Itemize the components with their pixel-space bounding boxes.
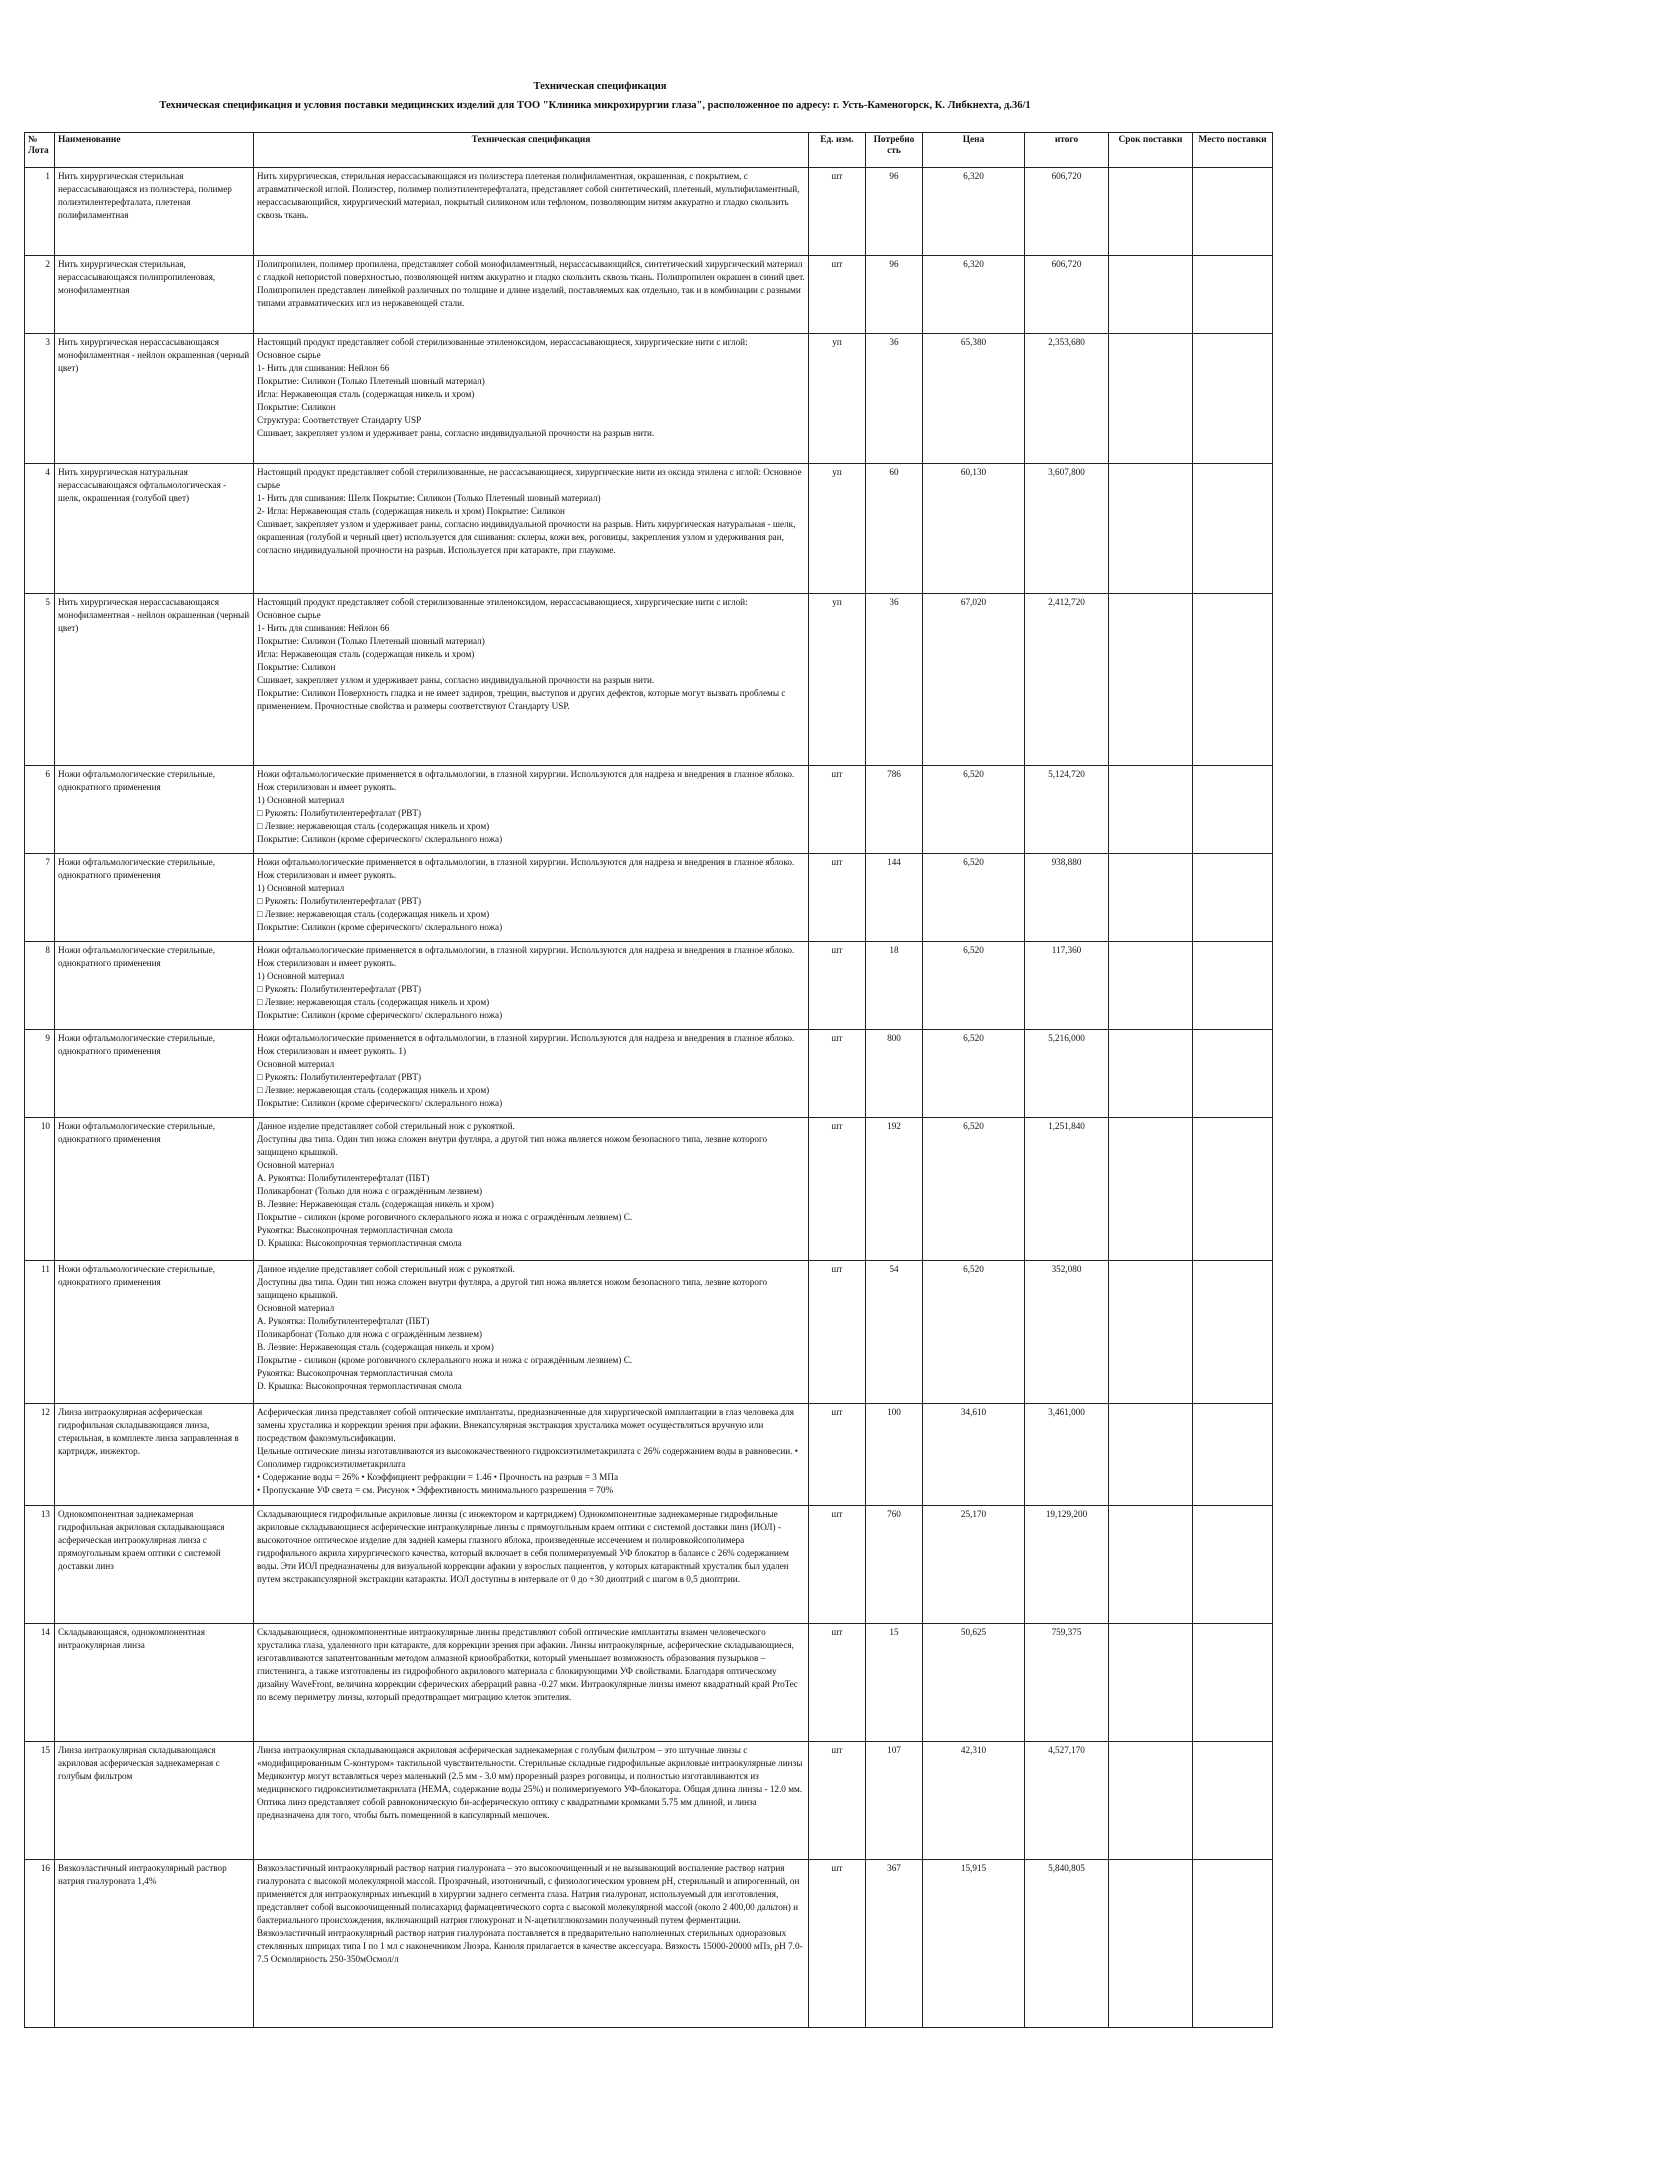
header-lot-number: № Лота xyxy=(25,133,55,168)
item-price: 6,520 xyxy=(923,766,1025,854)
item-specification: Настоящий продукт представляет собой стерилизованные этиленоксидом, нерассасывающиеся, хирургические нити с иглой: Основное сырье 1- Нить для сшивания: Нейлон 66 Покрытие: Силикон (Только Плетеный шовный материал) Игла: Нержавеющая сталь (содержащая никель и хром) Покрытие: Силикон Сшивает, закрепляет узлом и удерживает раны, согласно индивидуальной прочности на разрыв нити. Покрытие: Силикон Поверхность гладка и не имеет задиров, трещин, выступов и других дефектов, которые могут вызвать проблемы с применением. Прочностные свойства и размеры соответствуют Стандарту USP. xyxy=(254,594,809,766)
item-total: 19,129,200 xyxy=(1025,1506,1109,1624)
item-quantity: 192 xyxy=(866,1118,923,1261)
item-quantity: 760 xyxy=(866,1506,923,1624)
item-specification: Нить хирургическая, стерильная нерассасывающаяся из полиэстера плетеная полифиламентная, окрашенная, с покрытием, с атравматической иглой. Полиэстер, полимер полиэтилентерефталата, представляет собой синтетический, плетеный, мультифиламентный, нерассасывающийся, хирургический материал, покрытый силиконом или тефлоном, позволяющим нитям аккуратно и гладко скользить сквозь ткань. xyxy=(254,168,809,256)
item-total: 2,353,680 xyxy=(1025,334,1109,464)
item-specification: Вязкоэластичный интраокулярный раствор натрия гиалуроната – это высокоочищенный и не вызывающий воспаление раствор натрия гиалуроната с высокой молекулярной массой. Прозрачный, изотоничный, с физиологическим уровнем pH, стерильный и апирогенный, он применяется для интраокулярных инъекций в хирургии заднего сегмента глаза. Натрия гиалуронат, используемый для изготовления, представляет собой высокоочищенный полисахарид фармацевтического сорта с высокой молекулярной массой (около 2 400,00 дальтон) и бактериального происхождения, включающий натрия глюкуронат и N-ацетилглюкозамин полученный путем ферментации. Вязкоэластичный интраокулярный раствор натрия гиалуроната поставляется в предварительно наполненных стерильных одноразовых стеклянных шприцах типа I по 1 мл с наконечником Люэра. Канюля прилагается в качестве аксессуара. Вязкость 15000-20000 мПз, pH 7.0-7.5 Осмолярность 250-350мОсмол/л xyxy=(254,1860,809,2028)
item-name: Нить хирургическая натуральная нерассасывающаяся офтальмологическая - шелк, окрашенная (голубой цвет) xyxy=(55,464,254,594)
lot-number: 16 xyxy=(25,1860,55,2028)
item-quantity: 96 xyxy=(866,256,923,334)
item-unit: шт xyxy=(809,1118,866,1261)
delivery-term-cell xyxy=(1109,1261,1193,1404)
header-total: итого xyxy=(1025,133,1109,168)
table-row xyxy=(25,1118,1273,1261)
item-name: Вязкоэластичный интраокулярный раствор натрия гиалуроната 1,4% xyxy=(55,1860,254,2028)
item-specification: Данное изделие представляет собой стерильный нож с рукояткой. Доступны два типа. Один тип ножа сложен внутри футляра, а другой тип ножа является ножом безопасного типа, лезвие которого защищено крышкой. Основной материал A. Рукоятка: Полибутилентерефталат (ПБТ) Поликарбонат (Только для ножа с ограждённым лезвием) B. Лезвие: Нержавеющая сталь (содержащая никель и хром) Покрытие - силикон (кроме роговичного склерального ножа и ножа с ограждённым лезвием) C. Рукоятка: Высокопрочная термопластичная смола D. Крышка: Высокопрочная термопластичная смола xyxy=(254,1118,809,1261)
item-total: 5,840,805 xyxy=(1025,1860,1109,2028)
delivery-place-cell xyxy=(1193,766,1273,854)
delivery-place-cell xyxy=(1193,1506,1273,1624)
item-specification: Данное изделие представляет собой стерильный нож с рукояткой. Доступны два типа. Один тип ножа сложен внутри футляра, а другой тип ножа является ножом безопасного типа, лезвие которого защищено крышкой. Основной материал A. Рукоятка: Полибутилентерефталат (ПБТ) Поликарбонат (Только для ножа с ограждённым лезвием) B. Лезвие: Нержавеющая сталь (содержащая никель и хром) Покрытие - силикон (кроме роговичного склерального ножа и ножа с ограждённым лезвием) C. Рукоятка: Высокопрочная термопластичная смола D. Крышка: Высокопрочная термопластичная смола xyxy=(254,1261,809,1404)
item-total: 606,720 xyxy=(1025,256,1109,334)
item-quantity: 96 xyxy=(866,168,923,256)
item-unit: шт xyxy=(809,256,866,334)
lot-number: 1 xyxy=(25,168,55,256)
table-row xyxy=(25,168,1273,256)
item-name: Линза интраокулярная асферическая гидрофильная складывающаяся линза, стерильная, в комплекте линза заправленная в картридж, инжектор. xyxy=(55,1404,254,1506)
delivery-term-cell xyxy=(1109,334,1193,464)
lot-number: 4 xyxy=(25,464,55,594)
item-specification: Линза интраокулярная складывающаяся акриловая асферическая заднекамерная с голубым фильтром – это штучные линзы с «модифицированным С-контуром» тактильной чувствительности. Стерильные складные гидрофильные акриловые интраокулярные линзы Медиконтур могут вставляться через маленький (2.5 мм - 3.0 мм) прорезный разрез роговицы, и полностью изготавливаются из медицинского гидроксиэтилметакрилата (HEMA, содержание воды 25%) и полимеризуемого УФ-блокатора. Общая длина линзы - 12.0 мм. Оптика линз представляет собой равноконическую би-асферическую оптику с квадратными кромками 5.75 мм длиной, и линза предназначена для того, чтобы быть помещенной в капсулярный мешочек. xyxy=(254,1742,809,1860)
table-row xyxy=(25,1860,1273,2028)
delivery-term-cell xyxy=(1109,594,1193,766)
item-total: 759,375 xyxy=(1025,1624,1109,1742)
table-row xyxy=(25,1506,1273,1624)
item-name: Ножи офтальмологические стерильные, однократного применения xyxy=(55,1030,254,1118)
specification-table xyxy=(24,132,1273,2028)
item-total: 3,607,800 xyxy=(1025,464,1109,594)
item-name: Ножи офтальмологические стерильные, однократного применения xyxy=(55,942,254,1030)
delivery-place-cell xyxy=(1193,1030,1273,1118)
delivery-place-cell xyxy=(1193,168,1273,256)
item-unit: шт xyxy=(809,1860,866,2028)
item-name: Нить хирургическая нерассасывающаяся монофиламентная - нейлон окрашенная (черный цвет) xyxy=(55,594,254,766)
item-quantity: 786 xyxy=(866,766,923,854)
table-row xyxy=(25,1624,1273,1742)
item-unit: шт xyxy=(809,1404,866,1506)
item-name: Ножи офтальмологические стерильные, однократного применения xyxy=(55,1118,254,1261)
lot-number: 13 xyxy=(25,1506,55,1624)
item-name: Нить хирургическая стерильная, нерассасывающаяся полипропиленовая, монофиламентная xyxy=(55,256,254,334)
delivery-place-cell xyxy=(1193,1118,1273,1261)
item-unit: шт xyxy=(809,766,866,854)
delivery-term-cell xyxy=(1109,1118,1193,1261)
item-specification: Настоящий продукт представляет собой стерилизованные, не рассасывающиеся, хирургические нити из оксида этилена с иглой: Основное сырье 1- Нить для сшивания: Шелк Покрытие: Силикон (Только Плетеный шовный материал) 2- Игла: Нержавеющая сталь (содержащая никель и хром) Покрытие: Силикон Сшивает, закрепляет узлом и удерживает раны, согласно индивидуальной прочности на разрыв. Нить хирургическая натуральная - шелк, окрашенная (голубой и черный цвет) используется для сшивания: склеры, кожи век, роговицы, закрепления узлом и удерживания ран, согласно индивидуальной прочности на разрыв. Используется при катаракте, при глаукоме. xyxy=(254,464,809,594)
delivery-place-cell xyxy=(1193,594,1273,766)
delivery-place-cell xyxy=(1193,1261,1273,1404)
header-unit: Ед. изм. xyxy=(809,133,866,168)
item-specification: Ножи офтальмологические применяется в офтальмологии, в глазной хирургии. Используются для надреза и внедрения в глазное яблоко. Нож стерилизован и имеет рукоять. 1) Основной материал □ Рукоять: Полибутилентерефталат (PBT) □ Лезвие: нержавеющая сталь (содержащая никель и хром) Покрытие: Силикон (кроме сферического/ склерального ножа) xyxy=(254,942,809,1030)
item-name: Однокомпонентная заднекамерная гидрофильная акриловая складывающаяся асферическая интраокулярная линза с прямоугольным краем оптики с системой доставки линз xyxy=(55,1506,254,1624)
lot-number: 2 xyxy=(25,256,55,334)
item-unit: шт xyxy=(809,1030,866,1118)
item-unit: уп xyxy=(809,464,866,594)
item-name: Линза интраокулярная складывающаяся акриловая асферическая заднекамерная с голубым фильтром xyxy=(55,1742,254,1860)
item-unit: шт xyxy=(809,854,866,942)
table-row xyxy=(25,334,1273,464)
item-name: Складывающаяся, однокомпонентная интраокулярная линза xyxy=(55,1624,254,1742)
delivery-term-cell xyxy=(1109,1860,1193,2028)
delivery-term-cell xyxy=(1109,464,1193,594)
item-price: 42,310 xyxy=(923,1742,1025,1860)
item-specification: Ножи офтальмологические применяется в офтальмологии, в глазной хирургии. Используются для надреза и внедрения в глазное яблоко. Нож стерилизован и имеет рукоять. 1) Основной материал □ Рукоять: Полибутилентерефталат (PBT) □ Лезвие: нержавеющая сталь (содержащая никель и хром) Покрытие: Силикон (кроме сферического/ склерального ножа) xyxy=(254,766,809,854)
lot-number: 15 xyxy=(25,1742,55,1860)
table-row xyxy=(25,256,1273,334)
header-delivery-place: Место поставки xyxy=(1193,133,1273,168)
delivery-term-cell xyxy=(1109,1506,1193,1624)
item-quantity: 100 xyxy=(866,1404,923,1506)
item-price: 25,170 xyxy=(923,1506,1025,1624)
delivery-place-cell xyxy=(1193,1624,1273,1742)
table-row xyxy=(25,766,1273,854)
item-total: 117,360 xyxy=(1025,942,1109,1030)
lot-number: 5 xyxy=(25,594,55,766)
item-price: 60,130 xyxy=(923,464,1025,594)
item-quantity: 54 xyxy=(866,1261,923,1404)
item-quantity: 36 xyxy=(866,594,923,766)
item-unit: шт xyxy=(809,942,866,1030)
item-quantity: 107 xyxy=(866,1742,923,1860)
lot-number: 6 xyxy=(25,766,55,854)
lot-number: 7 xyxy=(25,854,55,942)
item-specification: Ножи офтальмологические применяется в офтальмологии, в глазной хирургии. Используются для надреза и внедрения в глазное яблоко. Нож стерилизован и имеет рукоять. 1) Основной материал □ Рукоять: Полибутилентерефталат (PBT) □ Лезвие: нержавеющая сталь (содержащая никель и хром) Покрытие: Силикон (кроме сферического/ склерального ножа) xyxy=(254,1030,809,1118)
table-row xyxy=(25,1404,1273,1506)
item-specification: Складывающиеся, однокомпонентные интраокулярные линзы представляют собой оптические имплантаты взамен человеческого хрусталика глаза, удаленного при катаракте, для коррекции зрения при афакии. Линзы интраокулярные, асферические складывающиеся, изготавливаются запатентованным методом алмазной криообработки, который уменьшает возможность образования пузырьков – глистенинга, а также изготовлены из гидрофобного акрилового материала с блокирующими УФ свойствами. Благодаря оптическому дизайну WaveFront, величина коррекции сферических аберраций равна -0.27 мкм. Интраокулярные линзы имеют квадратный край ProTec по всему периметру линзы, который предотвращает миграцию клеток эпителия. xyxy=(254,1624,809,1742)
delivery-term-cell xyxy=(1109,1404,1193,1506)
item-total: 1,251,840 xyxy=(1025,1118,1109,1261)
item-price: 6,520 xyxy=(923,1261,1025,1404)
item-unit: шт xyxy=(809,1261,866,1404)
item-price: 34,610 xyxy=(923,1404,1025,1506)
delivery-term-cell xyxy=(1109,168,1193,256)
item-total: 938,880 xyxy=(1025,854,1109,942)
header-name: Наименование xyxy=(55,133,254,168)
header-price: Цена xyxy=(923,133,1025,168)
item-unit: уп xyxy=(809,594,866,766)
item-specification: Складывающиеся гидрофильные акриловые линзы (с инжектором и картриджем) Однокомпонентные заднекамерные гидрофильные акриловые складывающиеся асферические интраокулярные линзы с прямоугольным краем оптики с системой доставки линз (ИОЛ) - высокоточное оптическое изделие для задней камеры глазного яблока, произведенные иссечением и полировкойсополимера гидрофильного акрила хирургического качества, который включает в себя полимеризуемый УФ блокатор в балансе с 26% содержанием воды. Эти ИОЛ предназначены для визуальной коррекции афакии у взрослых пациентов, у которых катарактный хрусталик был удален путем экстракапсулярной экстракции катаракты. ИОЛ доступны в интервале от 0 до +30 диоптрий с шагом в 0,5 диоптрии. xyxy=(254,1506,809,1624)
lot-number: 14 xyxy=(25,1624,55,1742)
item-price: 6,320 xyxy=(923,256,1025,334)
delivery-place-cell xyxy=(1193,854,1273,942)
delivery-term-cell xyxy=(1109,1624,1193,1742)
document-subtitle: Техническая спецификация и условия поставки медицинских изделий для ТОО "Клиника микрохирургии глаза", расположенное по адресу: г. Усть-Каменогорск, К. Либкнехта, д.36/1 xyxy=(159,100,1031,111)
item-name: Нить хирургическая стерильная нерассасывающаяся из полиэстера, полимер полиэтилентерефталата, плетеная полифиламентная xyxy=(55,168,254,256)
delivery-term-cell xyxy=(1109,256,1193,334)
item-price: 65,380 xyxy=(923,334,1025,464)
table-row xyxy=(25,942,1273,1030)
delivery-term-cell xyxy=(1109,854,1193,942)
lot-number: 12 xyxy=(25,1404,55,1506)
item-quantity: 36 xyxy=(866,334,923,464)
item-name: Нить хирургическая нерассасывающаяся монофиламентная - нейлон окрашенная (черный цвет) xyxy=(55,334,254,464)
item-total: 2,412,720 xyxy=(1025,594,1109,766)
header-quantity: Потребно сть xyxy=(866,133,923,168)
item-unit: шт xyxy=(809,168,866,256)
delivery-place-cell xyxy=(1193,464,1273,594)
lot-number: 11 xyxy=(25,1261,55,1404)
lot-number: 8 xyxy=(25,942,55,1030)
delivery-term-cell xyxy=(1109,1742,1193,1860)
item-unit: шт xyxy=(809,1624,866,1742)
item-specification: Полипропилен, полимер пропилена, представляет собой монофиламентный, нерассасывающийся, синтетический хирургический материал с гладкой непористой поверхностью, позволяющей нитям аккуратно и гладко скользить сквозь ткань. Полипропилен окрашен в синий цвет. Полипропилен представлен линейкой различных по толщине и длине изделий, поставляемых как отдельно, так и в комбинации с разными типами атравматических игл из нержавеющей стали. xyxy=(254,256,809,334)
item-total: 5,124,720 xyxy=(1025,766,1109,854)
item-total: 4,527,170 xyxy=(1025,1742,1109,1860)
item-price: 6,520 xyxy=(923,854,1025,942)
delivery-term-cell xyxy=(1109,1030,1193,1118)
delivery-term-cell xyxy=(1109,766,1193,854)
item-price: 67,020 xyxy=(923,594,1025,766)
table-row xyxy=(25,1742,1273,1860)
item-quantity: 60 xyxy=(866,464,923,594)
delivery-term-cell xyxy=(1109,942,1193,1030)
table-row xyxy=(25,854,1273,942)
item-price: 15,915 xyxy=(923,1860,1025,2028)
item-unit: шт xyxy=(809,1742,866,1860)
item-total: 606,720 xyxy=(1025,168,1109,256)
item-name: Ножи офтальмологические стерильные, однократного применения xyxy=(55,854,254,942)
item-price: 6,520 xyxy=(923,1118,1025,1261)
item-quantity: 367 xyxy=(866,1860,923,2028)
item-price: 6,320 xyxy=(923,168,1025,256)
header-delivery-term: Срок поставки xyxy=(1109,133,1193,168)
table-row xyxy=(25,1030,1273,1118)
item-quantity: 800 xyxy=(866,1030,923,1118)
item-unit: шт xyxy=(809,1506,866,1624)
delivery-place-cell xyxy=(1193,256,1273,334)
lot-number: 10 xyxy=(25,1118,55,1261)
header-specification: Техническая спецификация xyxy=(254,133,809,168)
item-quantity: 144 xyxy=(866,854,923,942)
item-total: 5,216,000 xyxy=(1025,1030,1109,1118)
delivery-place-cell xyxy=(1193,1404,1273,1506)
item-specification: Асферическая линза представляет собой оптические имплантаты, предназначенные для хирургической имплантации в глаз человека для замены хрусталика и коррекции зрения при афакии. Внекапсулярная экстракция хрусталика может осуществляться вручную или посредством факоэмульсификации. Цельные оптические линзы изготавливаются из высококачественного гидроксиэтилметакрилата с 26% содержанием воды в равновесии. • Сополимер гидроксиэтилметакрилата • Содержание воды = 26% • Коэффициент рефракции = 1.46 • Прочность на разрыв = 3 МПа • Пропускание УФ света = см. Рисунок • Эффективность минимального разрешения = 70% xyxy=(254,1404,809,1506)
item-price: 50,625 xyxy=(923,1624,1025,1742)
delivery-place-cell xyxy=(1193,334,1273,464)
table-header-row xyxy=(25,133,1273,168)
item-price: 6,520 xyxy=(923,1030,1025,1118)
item-specification: Ножи офтальмологические применяется в офтальмологии, в глазной хирургии. Используются для надреза и внедрения в глазное яблоко. Нож стерилизован и имеет рукоять. 1) Основной материал □ Рукоять: Полибутилентерефталат (PBT) □ Лезвие: нержавеющая сталь (содержащая никель и хром) Покрытие: Силикон (кроме сферического/ склерального ножа) xyxy=(254,854,809,942)
item-unit: уп xyxy=(809,334,866,464)
lot-number: 9 xyxy=(25,1030,55,1118)
table-row xyxy=(25,1261,1273,1404)
item-specification: Настоящий продукт представляет собой стерилизованные этиленоксидом, нерассасывающиеся, хирургические нити с иглой: Основное сырье 1- Нить для сшивания: Нейлон 66 Покрытие: Силикон (Только Плетеный шовный материал) Игла: Нержавеющая сталь (содержащая никель и хром) Покрытие: Силикон Структура: Соответствует Стандарту USP Сшивает, закрепляет узлом и удерживает раны, согласно индивидуальной прочности на разрыв нити. xyxy=(254,334,809,464)
item-total: 3,461,000 xyxy=(1025,1404,1109,1506)
document-title: Техническая спецификация xyxy=(533,81,667,92)
delivery-place-cell xyxy=(1193,1742,1273,1860)
item-name: Ножи офтальмологические стерильные, однократного применения xyxy=(55,766,254,854)
item-quantity: 15 xyxy=(866,1624,923,1742)
item-name: Ножи офтальмологические стерильные, однократного применения xyxy=(55,1261,254,1404)
delivery-place-cell xyxy=(1193,942,1273,1030)
lot-number: 3 xyxy=(25,334,55,464)
delivery-place-cell xyxy=(1193,1860,1273,2028)
item-quantity: 18 xyxy=(866,942,923,1030)
table-row xyxy=(25,594,1273,766)
item-price: 6,520 xyxy=(923,942,1025,1030)
table-row xyxy=(25,464,1273,594)
item-total: 352,080 xyxy=(1025,1261,1109,1404)
